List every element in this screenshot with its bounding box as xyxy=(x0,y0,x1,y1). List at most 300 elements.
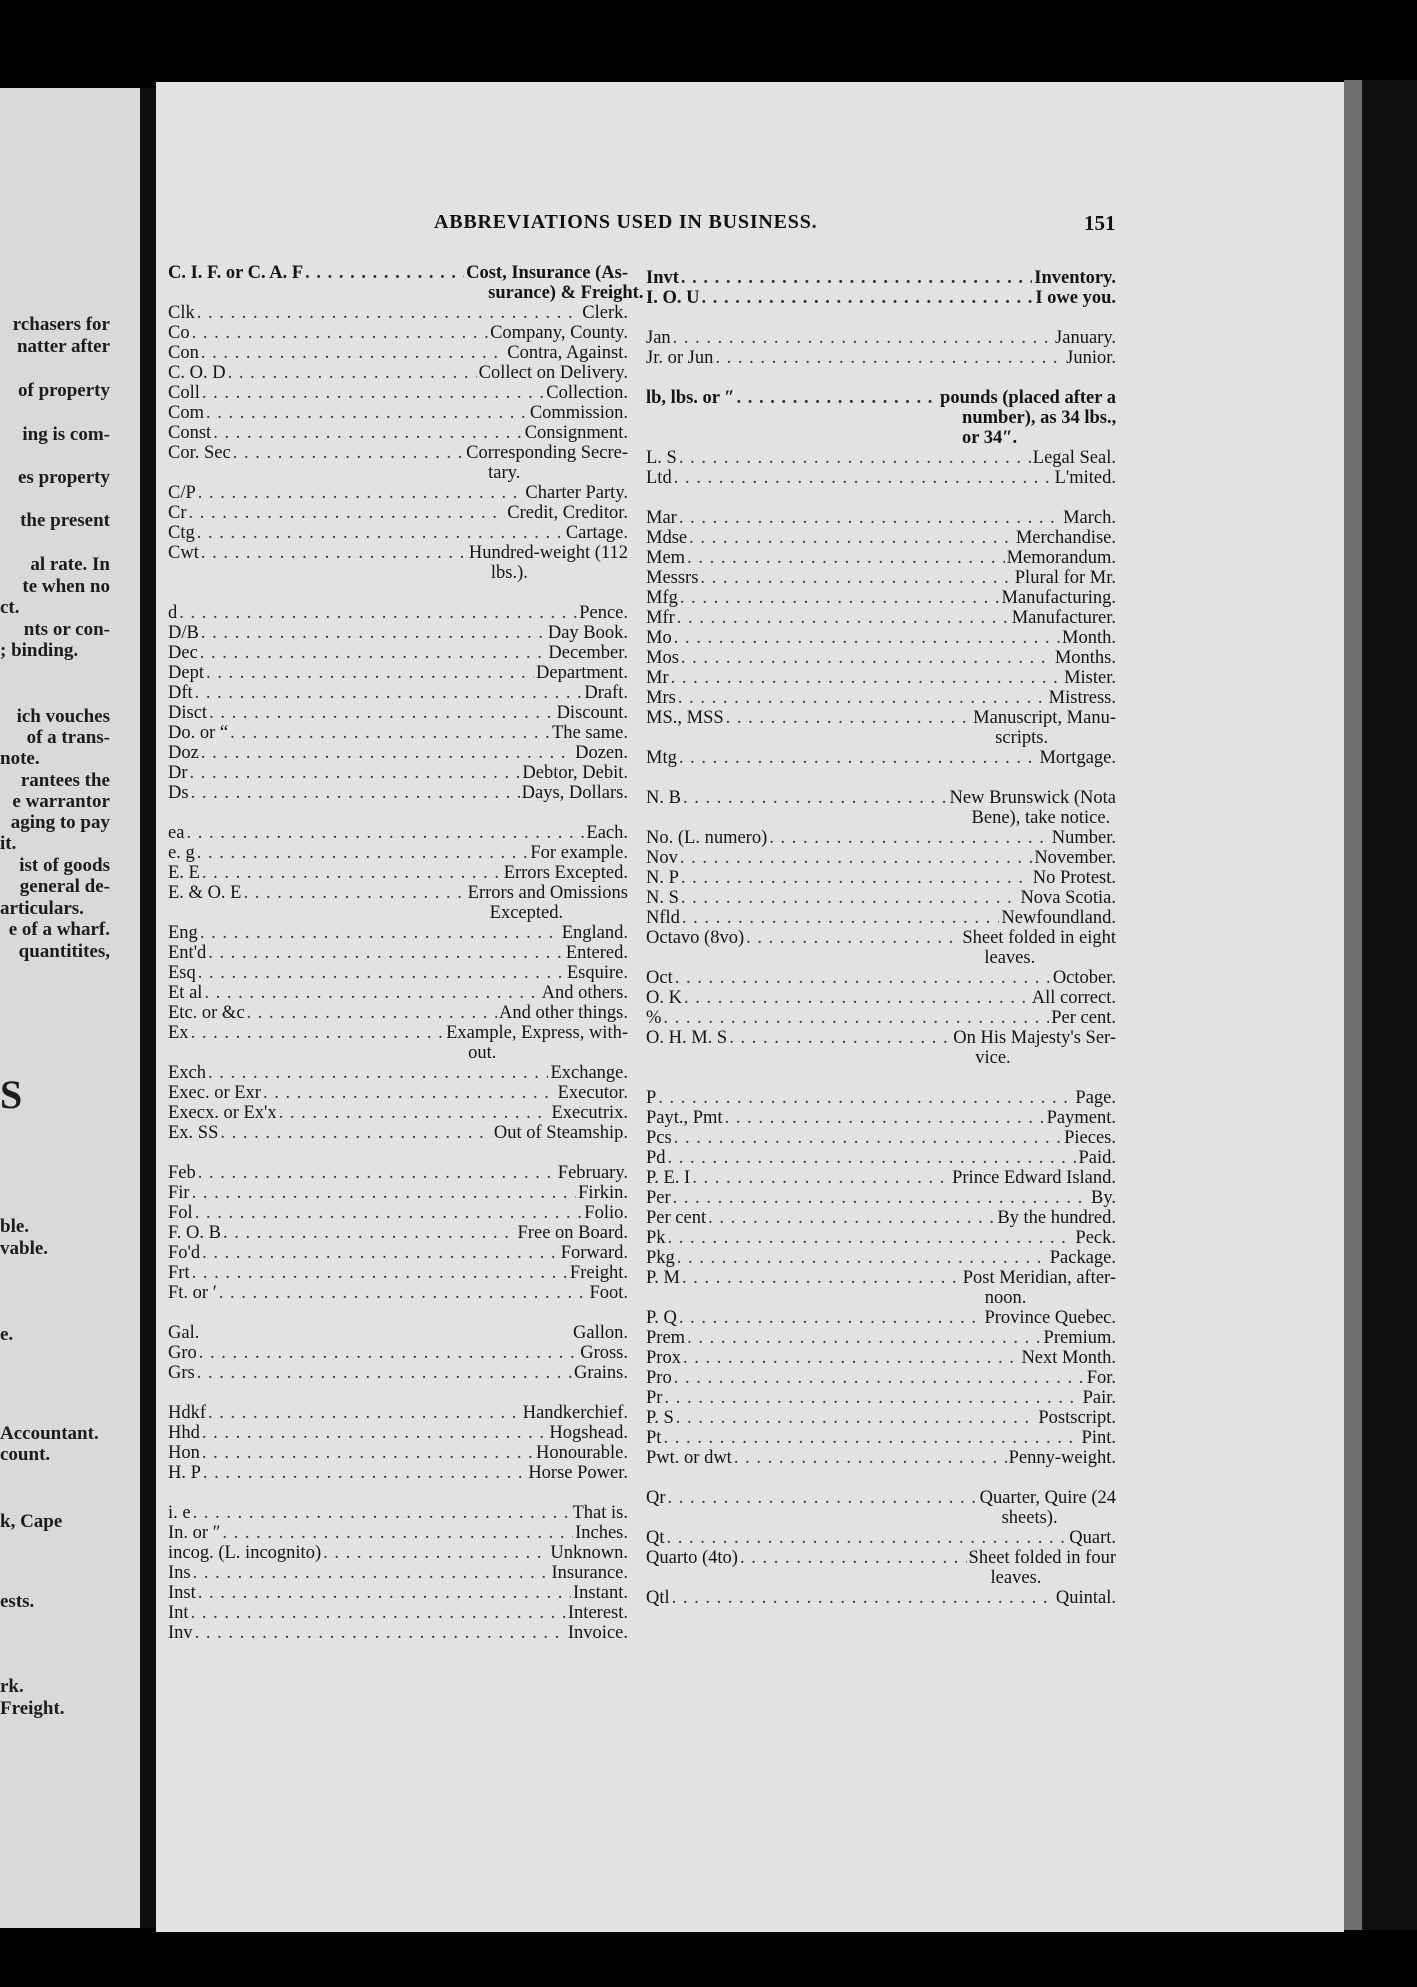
leader-dots xyxy=(233,443,464,463)
abbreviation-entry xyxy=(168,1403,628,1423)
book-gutter xyxy=(140,88,156,1928)
leader-dots xyxy=(198,1583,571,1603)
leader-dots xyxy=(191,783,520,803)
abbreviation-term: Gal. xyxy=(168,1323,200,1343)
abbreviation-entry xyxy=(168,783,628,803)
leader-dots xyxy=(682,908,1000,928)
abbreviation-entry xyxy=(168,1023,628,1043)
abbreviation-entry xyxy=(168,1603,628,1623)
abbreviation-term: Const xyxy=(168,423,212,443)
abbreviation-term: N. B xyxy=(646,788,681,808)
abbreviation-term: Qr xyxy=(646,1488,666,1508)
abbreviation-definition: By. xyxy=(1090,1188,1116,1208)
leader-dots xyxy=(673,328,1053,348)
abbreviation-term: Pkg xyxy=(646,1248,675,1268)
leader-dots xyxy=(199,1343,578,1363)
abbreviation-term: Qt xyxy=(646,1528,665,1548)
abbreviation-entry xyxy=(168,1203,628,1223)
leader-dots xyxy=(668,1488,978,1508)
leader-dots xyxy=(740,1548,967,1568)
leader-dots xyxy=(206,403,528,423)
abbreviation-definition: Executor. xyxy=(557,1083,628,1103)
abbreviation-term: Grs xyxy=(168,1363,195,1383)
facing-page-text: general de- xyxy=(19,876,110,897)
abbreviation-definition: Contra, Against. xyxy=(507,343,628,363)
leader-dots xyxy=(201,543,467,563)
abbreviation-entry xyxy=(168,1263,628,1283)
abbreviation-definition: New Brunswick (Nota xyxy=(949,788,1116,808)
abbreviation-term: Pk xyxy=(646,1228,666,1248)
abbreviation-term: Doz xyxy=(168,743,199,763)
abbreviation-term: Prox xyxy=(646,1348,681,1368)
abbreviation-definition: Sheet folded in four xyxy=(968,1548,1116,1568)
abbreviation-term: L. S xyxy=(646,448,677,468)
abbreviation-term: Oct xyxy=(646,968,673,988)
leader-dots xyxy=(263,1083,556,1103)
facing-page-text: of a trans- xyxy=(26,727,110,748)
abbreviation-definition: Debtor, Debit. xyxy=(522,763,628,783)
leader-dots xyxy=(193,1563,550,1583)
abbreviation-definition: Penny-weight. xyxy=(1008,1448,1116,1468)
abbreviation-definition: Prince Edward Island. xyxy=(952,1168,1116,1188)
abbreviation-definition: Cartage. xyxy=(565,523,628,543)
leader-dots xyxy=(208,1403,521,1423)
abbreviation-term: Mfg xyxy=(646,588,678,608)
abbreviation-entry xyxy=(646,1328,1116,1348)
leader-dots xyxy=(677,608,1010,628)
abbreviation-definition: Inches. xyxy=(575,1523,628,1543)
abbreviation-entry xyxy=(168,1163,628,1183)
abbreviation-term: Pr xyxy=(646,1388,663,1408)
abbreviation-definition: Pint. xyxy=(1081,1428,1116,1448)
abbreviation-term: Mrs xyxy=(646,688,676,708)
abbreviation-entry xyxy=(646,588,1116,608)
abbreviation-entry xyxy=(168,763,628,783)
abbreviation-entry xyxy=(168,523,628,543)
abbreviation-definition: Clerk. xyxy=(582,303,628,323)
leader-dots xyxy=(674,468,1053,488)
abbreviation-term: Feb xyxy=(168,1163,196,1183)
leader-dots xyxy=(658,1088,1073,1108)
leader-dots xyxy=(200,643,547,663)
abbreviation-term: Mem xyxy=(646,548,686,568)
abbreviation-entry xyxy=(168,1543,628,1563)
abbreviation-definition: Collect on Delivery. xyxy=(478,363,628,383)
facing-page-fragment xyxy=(0,88,140,1928)
facing-page-text: quantitites, xyxy=(18,941,110,962)
abbreviation-term: H. P xyxy=(168,1463,201,1483)
leader-dots xyxy=(191,1023,445,1043)
abbreviation-term: Inv xyxy=(168,1623,193,1643)
abbreviation-definition: Draft. xyxy=(584,683,628,703)
group-gap xyxy=(646,1468,1116,1488)
leader-dots xyxy=(202,863,502,883)
abbreviation-definition: That is. xyxy=(572,1503,628,1523)
abbreviation-term: Pt xyxy=(646,1428,662,1448)
abbreviation-entry xyxy=(646,1008,1116,1028)
abbreviation-definition: Entered. xyxy=(565,943,628,963)
facing-page-text: Accountant. xyxy=(0,1423,99,1444)
leader-dots xyxy=(667,1528,1068,1548)
abbreviation-term: Mar xyxy=(646,508,677,528)
abbreviation-entry xyxy=(646,1348,1116,1368)
facing-page-text: ing is com- xyxy=(22,424,110,445)
leader-dots xyxy=(195,1203,583,1223)
abbreviation-entry xyxy=(646,608,1116,628)
abbreviation-term: Prem xyxy=(646,1328,686,1348)
abbreviation-definition: Manufacturer. xyxy=(1011,608,1116,628)
abbreviation-definition: Errors and Omissions xyxy=(467,883,628,903)
abbreviation-definition: Invoice. xyxy=(567,1623,628,1643)
abbreviation-term: Cor. Sec xyxy=(168,443,231,463)
abbreviation-definition: Quintal. xyxy=(1055,1588,1116,1608)
abbreviation-definition: Department. xyxy=(536,663,628,683)
abbreviation-entry xyxy=(646,1108,1116,1128)
abbreviation-entry xyxy=(646,1168,1116,1188)
leader-dots xyxy=(197,303,581,323)
abbreviation-entry xyxy=(646,328,1116,348)
leader-dots xyxy=(208,1063,548,1083)
abbreviation-entry xyxy=(646,748,1116,768)
leader-dots xyxy=(213,423,523,443)
abbreviation-entry xyxy=(168,843,628,863)
abbreviation-term: In. or ″ xyxy=(168,1523,221,1543)
abbreviation-definition: Mistress. xyxy=(1048,688,1116,708)
abbreviation-term: Gro xyxy=(168,1343,197,1363)
leader-dots xyxy=(681,868,1031,888)
abbreviation-entry xyxy=(646,1388,1116,1408)
abbreviation-definition: October. xyxy=(1052,968,1116,988)
abbreviation-entry xyxy=(168,1523,628,1543)
abbreviation-entry xyxy=(168,1063,628,1083)
leader-dots xyxy=(734,1448,1007,1468)
leader-dots xyxy=(223,1223,516,1243)
abbreviation-term: Mo xyxy=(646,628,672,648)
abbreviation-entry xyxy=(168,363,628,383)
abbreviation-definition: Manuscript, Manu- xyxy=(973,708,1116,728)
abbreviation-entry xyxy=(168,1363,628,1383)
facing-page-text: ble. xyxy=(0,1216,30,1237)
abbreviation-entry xyxy=(168,443,628,463)
abbreviation-entry xyxy=(646,708,1116,728)
facing-page-text: S xyxy=(0,1072,23,1117)
group-gap xyxy=(168,1383,628,1403)
abbreviation-term: Ent'd xyxy=(168,943,207,963)
abbreviation-definition: Per cent. xyxy=(1051,1008,1116,1028)
abbreviation-entry xyxy=(646,1488,1116,1508)
abbreviation-definition: Hundred-weight (112 xyxy=(468,543,628,563)
abbreviation-term: Jr. or Jun xyxy=(646,348,714,368)
abbreviation-definition: And other things. xyxy=(499,1003,628,1023)
leader-dots xyxy=(687,1328,1041,1348)
abbreviation-definition: Folio. xyxy=(584,1203,628,1223)
definition-continuation: leaves. xyxy=(984,948,1036,968)
abbreviation-term: lb, lbs. or ″ xyxy=(646,388,735,408)
abbreviation-term: Hhd xyxy=(168,1423,200,1443)
abbreviation-term: Qtl xyxy=(646,1588,670,1608)
definition-continuation: scripts. xyxy=(995,728,1049,748)
facing-page-text: al rate. In xyxy=(30,554,110,575)
leader-dots xyxy=(674,1368,1085,1388)
definition-continuation: sheets). xyxy=(1001,1508,1058,1528)
abbreviation-term: Mos xyxy=(646,648,679,668)
abbreviation-term: Invt xyxy=(646,268,679,288)
abbreviation-definition: Free on Board. xyxy=(517,1223,628,1243)
abbreviation-definition: Company, County. xyxy=(490,323,628,343)
abbreviation-definition: Each. xyxy=(586,823,628,843)
abbreviation-definition: Discount. xyxy=(556,703,628,723)
abbreviation-term: Hdkf xyxy=(168,1403,207,1423)
leader-dots xyxy=(201,743,573,763)
abbreviation-entry xyxy=(646,348,1116,368)
leader-dots xyxy=(679,448,1031,468)
abbreviation-entry xyxy=(168,423,628,443)
abbreviation-term: Eng xyxy=(168,923,198,943)
abbreviation-definition: Junior. xyxy=(1066,348,1116,368)
abbreviation-term: Fol xyxy=(168,1203,193,1223)
leader-dots xyxy=(700,568,1012,588)
leader-dots xyxy=(687,548,1005,568)
page-edge xyxy=(1344,80,1362,1930)
leader-dots xyxy=(192,1263,568,1283)
abbreviation-definition: Insurance. xyxy=(551,1563,628,1583)
leader-dots xyxy=(679,1308,983,1328)
abbreviation-entry xyxy=(168,1443,628,1463)
abbreviation-entry xyxy=(646,508,1116,528)
abbreviation-definition: For. xyxy=(1086,1368,1116,1388)
abbreviation-entry xyxy=(646,1548,1116,1568)
abbreviation-definition: Consignment. xyxy=(524,423,628,443)
abbreviation-entry xyxy=(168,823,628,843)
facing-page-text: aging to pay xyxy=(10,812,110,833)
leader-dots xyxy=(209,703,555,723)
abbreviation-entry xyxy=(646,528,1116,548)
abbreviation-term: Et al xyxy=(168,983,203,1003)
leader-dots xyxy=(715,348,1064,368)
abbreviation-term: No. (L. numero) xyxy=(646,828,768,848)
abbreviation-definition: And others. xyxy=(541,983,628,1003)
facing-page-text: k, Cape xyxy=(0,1511,63,1532)
abbreviation-entry xyxy=(646,448,1116,468)
abbreviation-term: Cwt xyxy=(168,543,199,563)
abbreviation-term: Fir xyxy=(168,1183,190,1203)
abbreviation-entry xyxy=(646,1408,1116,1428)
facing-page-text: articulars. xyxy=(0,898,84,919)
abbreviation-definition: On His Majesty's Ser- xyxy=(953,1028,1116,1048)
leader-dots xyxy=(220,1123,491,1143)
leader-dots xyxy=(729,1028,951,1048)
definition-continuation: vice. xyxy=(975,1048,1011,1068)
abbreviation-definition: Hogshead. xyxy=(549,1423,628,1443)
abbreviation-entry xyxy=(646,1088,1116,1108)
leader-dots xyxy=(676,1408,1037,1428)
leader-dots xyxy=(192,323,489,343)
abbreviation-entry xyxy=(646,1368,1116,1388)
group-gap xyxy=(646,768,1116,788)
abbreviation-entry xyxy=(168,323,628,343)
abbreviation-entry xyxy=(646,628,1116,648)
abbreviation-definition: Package. xyxy=(1049,1248,1116,1268)
abbreviation-definition: Memorandum. xyxy=(1006,548,1116,568)
abbreviation-term: Mfr xyxy=(646,608,675,628)
abbreviation-definition: I owe you. xyxy=(1035,288,1116,308)
leader-dots xyxy=(197,1363,572,1383)
abbreviation-entry xyxy=(168,1243,628,1263)
abbreviation-definition: Quart. xyxy=(1069,1528,1116,1548)
abbreviation-entry xyxy=(646,388,1116,408)
definition-continuation: tary. xyxy=(488,463,521,483)
leader-dots xyxy=(681,268,1032,288)
leader-dots xyxy=(678,688,1047,708)
abbreviation-entry xyxy=(646,908,1116,928)
abbreviation-definition: Province Quebec. xyxy=(984,1308,1116,1328)
abbreviation-column-left xyxy=(168,263,644,1643)
abbreviation-entry xyxy=(168,503,628,523)
leader-dots xyxy=(206,663,534,683)
abbreviation-term: Payt., Pmt xyxy=(646,1108,723,1128)
definition-continuation: or 34″. xyxy=(962,428,1018,448)
abbreviation-entry xyxy=(168,1103,628,1123)
definition-continuation: number), as 34 lbs., xyxy=(962,408,1117,428)
abbreviation-term: Disct xyxy=(168,703,208,723)
abbreviation-definition: Nova Scotia. xyxy=(1020,888,1116,908)
facing-page-text: the present xyxy=(20,510,110,531)
abbreviation-entry xyxy=(646,468,1116,488)
leader-dots xyxy=(323,1543,548,1563)
abbreviation-term: Int xyxy=(168,1603,189,1623)
leader-dots xyxy=(197,523,564,543)
abbreviation-definition: Payment. xyxy=(1046,1108,1116,1128)
facing-page-text: e warrantor xyxy=(12,791,110,812)
definition-continuation: Excepted. xyxy=(489,903,564,923)
abbreviation-entry xyxy=(646,788,1116,808)
definition-continuation: noon. xyxy=(984,1288,1027,1308)
page-number: 151 xyxy=(1084,211,1116,235)
leader-dots xyxy=(737,388,939,408)
leader-dots xyxy=(186,823,584,843)
facing-page-text: ct. xyxy=(0,597,20,618)
abbreviation-entry xyxy=(646,1308,1116,1328)
abbreviation-term: Fo'd xyxy=(168,1243,201,1263)
abbreviation-definition: Dozen. xyxy=(575,743,628,763)
abbreviation-term: Jan xyxy=(646,328,671,348)
facing-page-text: es property xyxy=(18,467,110,488)
group-gap xyxy=(168,1143,628,1163)
leader-dots xyxy=(672,1588,1054,1608)
leader-dots xyxy=(204,983,539,1003)
abbreviation-definition: Honourable. xyxy=(536,1443,628,1463)
abbreviation-definition: Inventory. xyxy=(1034,268,1116,288)
group-gap xyxy=(168,1303,628,1323)
abbreviation-definition: Example, Express, with- xyxy=(446,1023,628,1043)
abbreviation-entry xyxy=(168,883,628,903)
abbreviation-term: N. S xyxy=(646,888,679,908)
abbreviation-term: Mr xyxy=(646,668,669,688)
abbreviation-definition: Grains. xyxy=(574,1363,628,1383)
abbreviation-term: MS., MSS xyxy=(646,708,724,728)
facing-page-text: rantees the xyxy=(20,770,110,791)
abbreviation-definition: Firkin. xyxy=(578,1183,628,1203)
abbreviation-definition: Executrix. xyxy=(551,1103,628,1123)
leader-dots xyxy=(674,628,1060,648)
abbreviation-entry xyxy=(168,1083,628,1103)
leader-dots xyxy=(179,603,577,623)
running-header: ABBREVIATIONS USED IN BUSINESS. xyxy=(434,211,818,233)
leader-dots xyxy=(191,1603,566,1623)
facing-page-text: natter after xyxy=(16,336,110,357)
facing-page-text: Freight. xyxy=(0,1698,65,1719)
definition-continuation: Bene), take notice. xyxy=(971,808,1111,828)
abbreviation-entry xyxy=(646,1448,1116,1468)
abbreviation-entry xyxy=(646,1428,1116,1448)
abbreviation-entry xyxy=(646,928,1116,948)
abbreviation-entry xyxy=(646,868,1116,888)
abbreviation-entry xyxy=(168,1343,628,1363)
abbreviation-entry xyxy=(168,343,628,363)
abbreviation-entry xyxy=(168,643,628,663)
leader-dots xyxy=(671,668,1062,688)
leader-dots xyxy=(195,1623,566,1643)
abbreviation-term: Con xyxy=(168,343,199,363)
facing-page-text: ich vouches xyxy=(16,706,110,727)
abbreviation-term: Ex xyxy=(168,1023,189,1043)
abbreviation-term: P. S xyxy=(646,1408,674,1428)
abbreviation-entry xyxy=(646,568,1116,588)
abbreviation-definition: Charter Party. xyxy=(525,483,628,503)
abbreviation-entry xyxy=(168,543,628,563)
abbreviation-definition: Interest. xyxy=(567,1603,628,1623)
abbreviation-definition: Handkerchief. xyxy=(522,1403,628,1423)
abbreviation-definition: December. xyxy=(548,643,628,663)
definition-continuation: surance) & Freight. xyxy=(488,283,644,303)
facing-page-text: rk. xyxy=(0,1676,24,1697)
abbreviation-entry xyxy=(168,1583,628,1603)
abbreviation-term: C. I. F. or C. A. F xyxy=(168,263,304,283)
abbreviation-term: I. O. U xyxy=(646,288,700,308)
facing-page-text: e of a wharf. xyxy=(8,919,110,940)
leader-dots xyxy=(202,383,544,403)
abbreviation-entry xyxy=(168,1003,628,1023)
abbreviation-definition: Next Month. xyxy=(1021,1348,1116,1368)
abbreviation-term: P xyxy=(646,1088,657,1108)
abbreviation-definition: Gallon. xyxy=(573,1323,628,1343)
leader-dots xyxy=(279,1103,550,1123)
abbreviation-term: P. E. I xyxy=(646,1168,691,1188)
abbreviation-term: Mdse xyxy=(646,528,688,548)
leader-dots xyxy=(202,1243,559,1263)
leader-dots xyxy=(663,1428,1079,1448)
abbreviation-definition: Out of Steamship. xyxy=(493,1123,628,1143)
facing-page-text: count. xyxy=(0,1444,51,1465)
abbreviation-definition: Newfoundland. xyxy=(1001,908,1116,928)
group-gap xyxy=(168,1483,628,1503)
abbreviation-term: Dec xyxy=(168,643,198,663)
abbreviation-definition: Mister. xyxy=(1064,668,1116,688)
abbreviation-definition: Esquire. xyxy=(566,963,628,983)
abbreviation-term: d xyxy=(168,603,178,623)
abbreviation-term: P. Q xyxy=(646,1308,677,1328)
abbreviation-definition: Days, Dollars. xyxy=(521,783,628,803)
abbreviation-entry xyxy=(646,1528,1116,1548)
abbreviation-entry xyxy=(646,1228,1116,1248)
abbreviation-term: Frt xyxy=(168,1263,190,1283)
abbreviation-entry xyxy=(646,268,1116,288)
abbreviation-definition: February. xyxy=(557,1163,628,1183)
leader-dots xyxy=(222,1523,573,1543)
abbreviation-term: Mtg xyxy=(646,748,677,768)
abbreviation-definition: Manufacturing. xyxy=(1001,588,1116,608)
abbreviation-entry xyxy=(168,1123,628,1143)
